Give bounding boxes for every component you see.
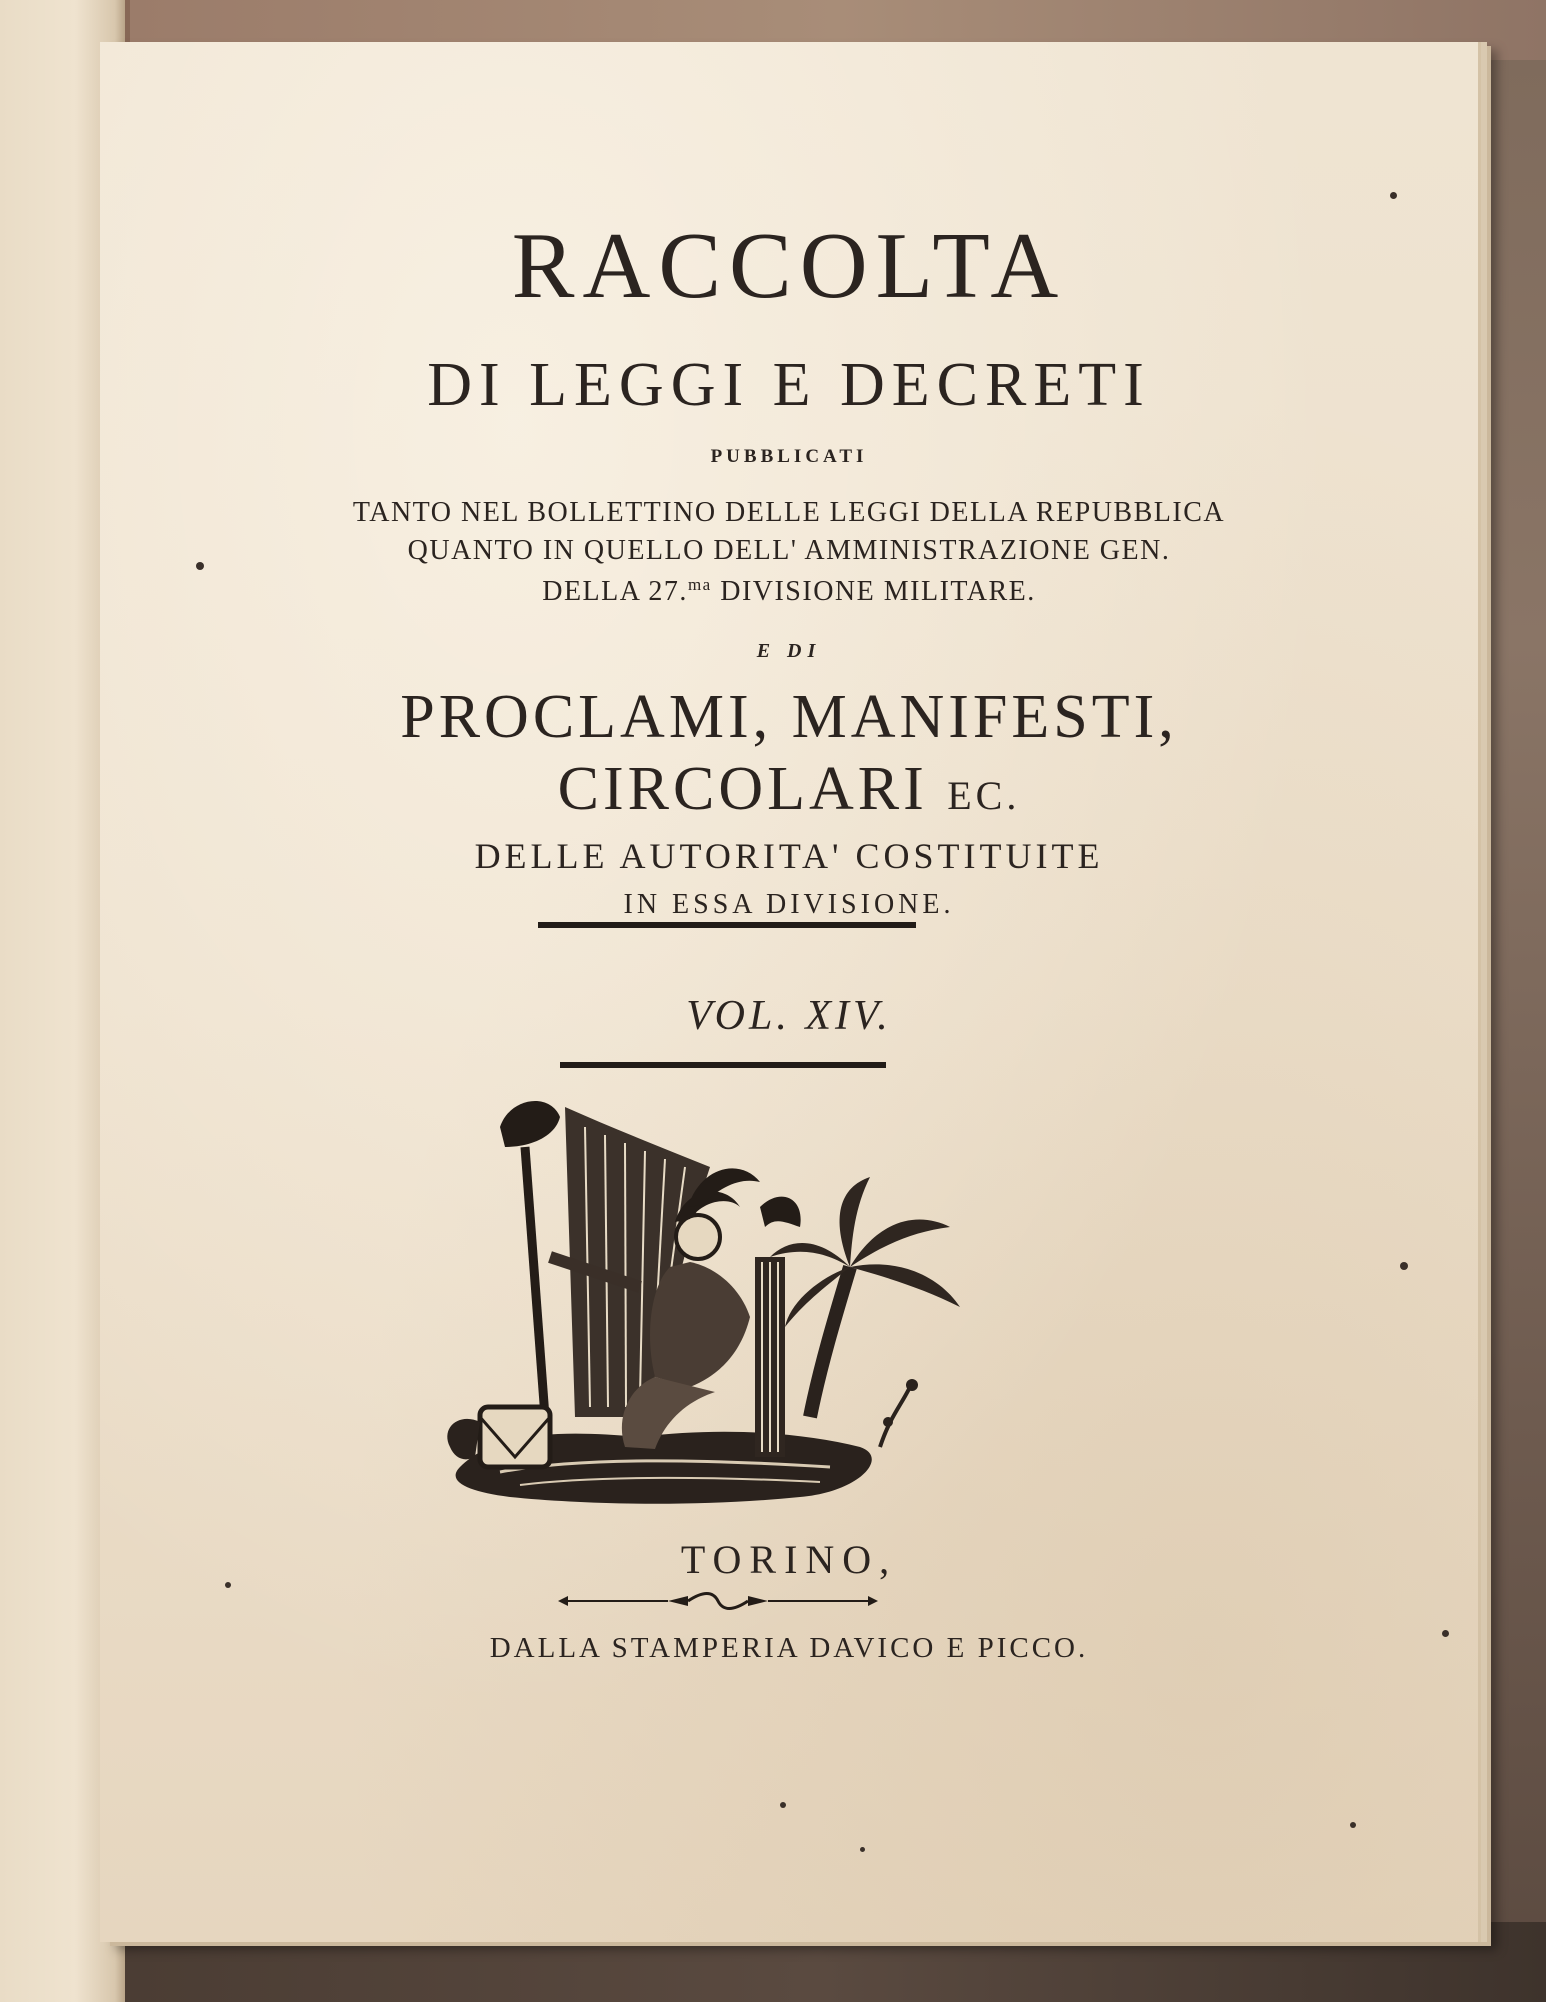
authorities-line-1: DELLE AUTORITA' COSTITUITE: [474, 836, 1104, 876]
published-label: PUBBLICATI: [710, 446, 868, 467]
description-line-1: TANTO NEL BOLLETTINO DELLE LEGGI DELLA REPUBBLICA: [352, 497, 1226, 528]
description-line-3-prefix: DELLA 27.: [542, 576, 688, 607]
divider-rule-top: [538, 922, 916, 928]
volume-label: VOL. XIV.: [686, 993, 892, 1039]
imprint-city: TORINO,: [680, 1537, 898, 1582]
foxing-spot: [225, 1582, 231, 1588]
foxing-spot: [1400, 1262, 1408, 1270]
heading-line-2: [100, 754, 1478, 825]
ornamental-divider-icon: [558, 1591, 878, 1611]
page-subtitle: DI LEGGI E DECRETI: [427, 351, 1151, 419]
foxing-spot: [1350, 1822, 1356, 1828]
description-line-2: QUANTO IN QUELLO DELL' AMMINISTRAZIONE GEN.: [407, 535, 1171, 566]
foxing-spot: [1390, 192, 1397, 199]
title-page-content: [100, 42, 1478, 1942]
description-line-3-suffix: DIVISIONE MILITARE.: [711, 576, 1036, 607]
imprint-printer: DALLA STAMPERIA DAVICO E PICCO.: [489, 1632, 1089, 1664]
heading-line-1: PROCLAMI, MANIFESTI,: [400, 683, 1178, 751]
foxing-spot: [780, 1802, 786, 1808]
divider-rule-bottom: [560, 1062, 886, 1068]
conjunction-label: E DI: [756, 640, 822, 662]
description-line-3: [100, 575, 1478, 608]
heading-line-2-main: CIRCOLARI: [557, 755, 928, 823]
heading-line-2-small: EC.: [947, 773, 1021, 818]
allegorical-figure-with-harp-fasces-and-palm-icon: [440, 1087, 1000, 1527]
description-line-3-superscript: ma: [687, 575, 712, 594]
foxing-spot: [860, 1847, 865, 1852]
page-title: RACCOLTA: [511, 214, 1067, 318]
title-page: [100, 42, 1481, 1942]
foxing-spot: [1442, 1630, 1449, 1637]
foxing-spot: [196, 562, 204, 570]
authorities-line-2: IN ESSA DIVISIONE.: [623, 889, 955, 920]
